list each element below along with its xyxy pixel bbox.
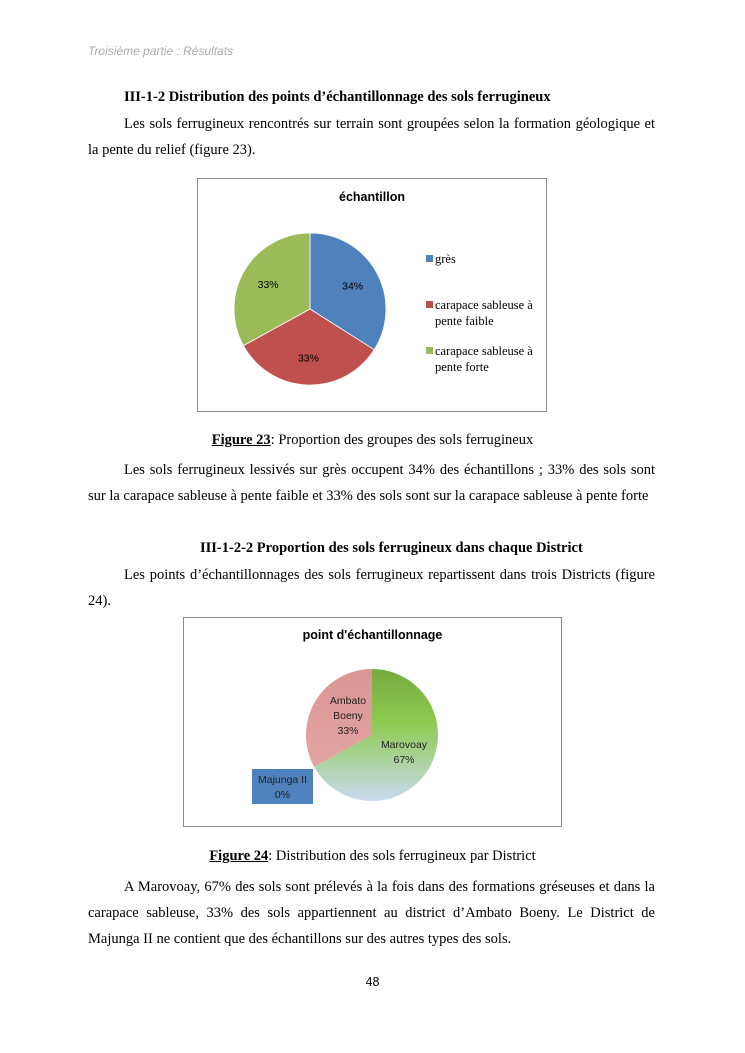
running-header: Troisième partie : Résultats — [88, 44, 234, 58]
intro-paragraph-1 — [88, 111, 655, 163]
body-text-1: Les sols ferrugineux lessivés sur grès occupent 34% des échantillons ; 33% des sols sont sur la carapace sableuse à pente faible et 33% des sols sont sur la carapace sableuse à pente forte — [88, 462, 655, 504]
conclusion-text: A Marovoay, 67% des sols sont prélevés à la fois dans des formations gréseuses et dans la carapace sableuse, 33% des sols appartiennent au district d’Ambato Boeny. Le District de Majunga II ne contient que des échantillons sur des autres types des sols. — [88, 879, 655, 947]
data-label-ambato-boeny: Ambato Boeny 33% — [329, 695, 367, 737]
legend-label: grès — [435, 252, 456, 266]
data-label-0: 34% — [342, 280, 364, 293]
conclusion-paragraph — [88, 874, 655, 952]
chart-title-fig23: échantillon — [339, 190, 405, 204]
data-label-2: 33% — [257, 279, 279, 292]
pie-chart-fig23 — [198, 179, 546, 411]
page-number: 48 — [365, 975, 380, 989]
caption-text: : Proportion des groupes des sols ferrugineux — [270, 432, 534, 448]
legend-label: carapace sableuse à pente forte — [435, 344, 533, 374]
caption-label: Figure 23 — [211, 432, 271, 448]
pie-chart-fig24 — [184, 618, 561, 826]
legend-label: carapace sableuse à pente faible — [435, 298, 533, 328]
figure-23-chart — [197, 178, 547, 412]
body-paragraph-1 — [88, 457, 655, 509]
data-label-majunga-ii: Majunga II 0% — [257, 774, 308, 801]
section-heading-2: III-1-2-2 Proportion des sols ferrugineux dans chaque District — [200, 540, 583, 556]
chart-title-fig24: point d'échantillonnage — [302, 628, 443, 642]
legend-swatch-icon — [426, 255, 433, 262]
caption-label: Figure 24 — [209, 848, 269, 864]
intro-text-2: Les points d’échantillonnages des sols ferrugineux repartissent dans trois Districts (figure 24). — [88, 567, 655, 609]
section-heading-1: III-1-2 Distribution des points d’échantillonnage des sols ferrugineux — [124, 89, 551, 105]
caption-text: : Distribution des sols ferrugineux par District — [268, 848, 536, 864]
legend-swatch-icon — [426, 301, 433, 308]
data-label-marovoay: Marovoay 67% — [380, 739, 428, 766]
figure-24-caption — [0, 848, 745, 865]
intro-paragraph-2 — [88, 562, 655, 614]
figure-24-chart — [183, 617, 562, 827]
intro-text-1: Les sols ferrugineux rencontrés sur terrain sont groupées selon la formation géologique et la pente du relief (figure 23). — [88, 116, 655, 158]
figure-23-caption — [0, 432, 745, 449]
data-label-1: 33% — [297, 352, 319, 365]
legend-swatch-icon — [426, 347, 433, 354]
